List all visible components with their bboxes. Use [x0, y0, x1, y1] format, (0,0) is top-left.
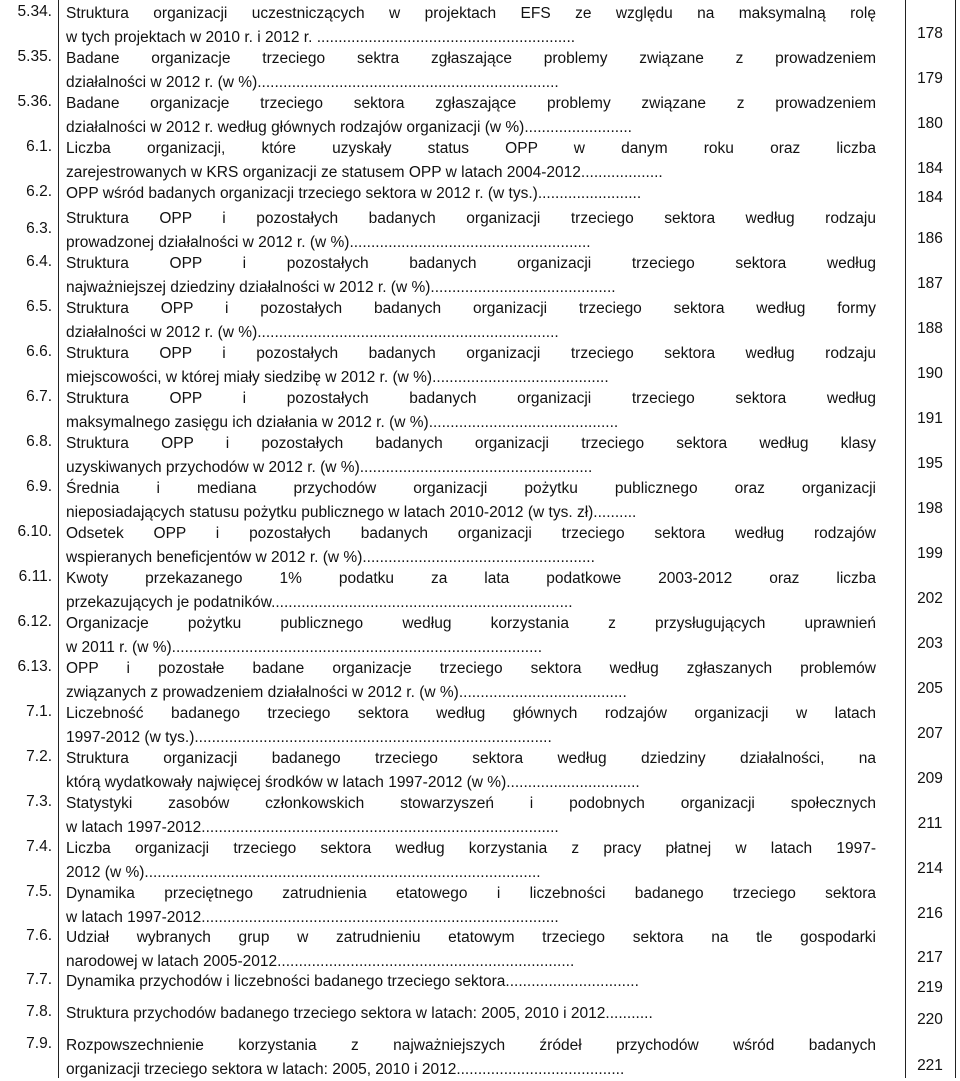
entry-title-line: którą wydatkowały najwięcej środków w latach 1997-2012 (w %)............................... — [66, 771, 876, 795]
entry-title-line: w 2011 r. (w %)...................................................................................... — [66, 636, 876, 660]
entry-page-number: 205 — [906, 679, 954, 699]
entry-page-number: 220 — [906, 1010, 954, 1030]
entry-title — [66, 342, 876, 389]
entry-title-line: Struktura organizacji badanego trzeciego sektora według dziedziny działalności, na — [66, 747, 876, 771]
entry-title-line: działalności w 2012 r. według głównych rodzajów organizacji (w %)......................... — [66, 116, 876, 140]
entry-page-number: 179 — [906, 69, 954, 89]
entry-number: 5.36. — [0, 92, 52, 112]
entry-title-line: narodowej w latach 2005-2012..................................................................... — [66, 950, 876, 974]
entry-title-line: uzyskiwanych przychodów w 2012 r. (w %)...................................................... — [66, 456, 876, 480]
entry-title-line: Struktura OPP i pozostałych badanych organizacji trzeciego sektora według klasy — [66, 432, 876, 456]
entry-title-line: Statystyki zasobów członkowskich stowarzyszeń i podobnych organizacji społecznych — [66, 792, 876, 816]
entry-title — [66, 1034, 876, 1081]
entry-number: 6.8. — [0, 432, 52, 452]
entry-title — [66, 1002, 876, 1026]
entry-number: 7.3. — [0, 792, 52, 812]
entry-title — [66, 657, 876, 704]
entry-page-number: 199 — [906, 544, 954, 564]
entry-title — [66, 297, 876, 344]
entry-number: 6.6. — [0, 342, 52, 362]
entry-title-line: organizacji trzeciego sektora w latach: 2005, 2010 i 2012....................................... — [66, 1058, 876, 1081]
entry-title-line: w latach 1997-2012................................................................................... — [66, 906, 876, 930]
entry-title-line: Struktura OPP i pozostałych badanych organizacji trzeciego sektora według — [66, 387, 876, 411]
entry-title-line: Struktura OPP i pozostałych badanych organizacji trzeciego sektora według — [66, 252, 876, 276]
entry-title-line: związanych z prowadzeniem działalności w 2012 r. (w %)....................................... — [66, 681, 876, 705]
entry-number: 5.35. — [0, 47, 52, 67]
entry-title-line: prowadzonej działalności w 2012 r. (w %)........................................................ — [66, 231, 876, 255]
entry-title-line: Struktura OPP i pozostałych badanych organizacji trzeciego sektora według rodzaju — [66, 342, 876, 366]
entry-number: 7.9. — [0, 1034, 52, 1054]
entry-number: 7.8. — [0, 1002, 52, 1022]
entry-number: 7.6. — [0, 926, 52, 946]
entry-number: 6.1. — [0, 137, 52, 157]
entry-page-number: 202 — [906, 589, 954, 609]
entry-number: 7.1. — [0, 702, 52, 722]
entry-page-number: 216 — [906, 904, 954, 924]
entry-title — [66, 182, 876, 206]
entry-title — [66, 970, 876, 994]
entry-title-line: 2012 (w %)............................................................................................ — [66, 861, 876, 885]
entry-page-number: 186 — [906, 229, 954, 249]
entry-number: 7.7. — [0, 970, 52, 990]
entry-title — [66, 837, 876, 884]
entry-number: 6.5. — [0, 297, 52, 317]
entry-page-number: 198 — [906, 499, 954, 519]
entry-title — [66, 747, 876, 794]
entry-title-line: Rozpowszechnienie korzystania z najważniejszych źródeł przychodów wśród badanych — [66, 1034, 876, 1058]
entry-title-line: najważniejszej dziedziny działalności w 2012 r. (w %)........................................... — [66, 276, 876, 300]
entry-number: 6.3. — [0, 219, 52, 239]
entry-number: 6.13. — [0, 657, 52, 677]
entry-title-line: Struktura OPP i pozostałych badanych organizacji trzeciego sektora według rodzaju — [66, 207, 876, 231]
entry-title-line: miejscowości, w której miały siedzibę w 2012 r. (w %)......................................... — [66, 366, 876, 390]
entry-title-line: przekazujących je podatników...................................................................... — [66, 591, 876, 615]
entry-title-line: Dynamika przychodów i liczebności badanego trzeciego sektora............................... — [66, 970, 876, 994]
entry-number: 7.4. — [0, 837, 52, 857]
entry-title — [66, 702, 876, 749]
entry-title-line: zarejestrowanych w KRS organizacji ze statusem OPP w latach 2004-2012................... — [66, 161, 876, 185]
column-rule-left — [58, 0, 59, 1078]
entry-page-number: 203 — [906, 634, 954, 654]
entry-title-line: Struktura organizacji uczestniczących w projektach EFS ze względu na maksymalną rolę — [66, 2, 876, 26]
entry-title-line: 1997-2012 (w tys.)................................................................................... — [66, 726, 876, 750]
entry-title — [66, 432, 876, 479]
entry-title-line: Liczba organizacji, które uzyskały status OPP w danym roku oraz liczba — [66, 137, 876, 161]
entry-title-line: maksymalnego zasięgu ich działania w 2012 r. (w %)............................................ — [66, 411, 876, 435]
entry-title-line: Odsetek OPP i pozostałych badanych organizacji trzeciego sektora według rodzajów — [66, 522, 876, 546]
entry-number: 5.34. — [0, 2, 52, 22]
entry-title-line: Liczebność badanego trzeciego sektora według głównych rodzajów organizacji w latach — [66, 702, 876, 726]
entry-page-number: 217 — [906, 948, 954, 968]
entry-title — [66, 252, 876, 299]
entry-title — [66, 522, 876, 569]
entry-title — [66, 207, 876, 254]
column-rule-edge — [955, 0, 956, 1078]
entry-page-number: 207 — [906, 724, 954, 744]
entry-title-line: Organizacje pożytku publicznego według korzystania z przysługujących uprawnień — [66, 612, 876, 636]
entry-title — [66, 137, 876, 184]
entry-number: 6.4. — [0, 252, 52, 272]
entry-title-line: Kwoty przekazanego 1% podatku za lata podatkowe 2003-2012 oraz liczba — [66, 567, 876, 591]
entry-page-number: 221 — [906, 1056, 954, 1076]
entry-title-line: nieposiadających statusu pożytku publicznego w latach 2010-2012 (w tys. zł).......... — [66, 501, 876, 525]
entry-page-number: 184 — [906, 188, 954, 208]
entry-title — [66, 387, 876, 434]
entry-page-number: 178 — [906, 24, 954, 44]
entry-title-line: Udział wybranych grup w zatrudnieniu etatowym trzeciego sektora na tle gospodarki — [66, 926, 876, 950]
entry-page-number: 190 — [906, 364, 954, 384]
entry-title — [66, 882, 876, 929]
entry-title — [66, 2, 876, 49]
entry-page-number: 219 — [906, 978, 954, 998]
entry-page-number: 184 — [906, 159, 954, 179]
entry-number: 6.12. — [0, 612, 52, 632]
entry-title — [66, 92, 876, 139]
entry-title — [66, 567, 876, 614]
entry-title-line: Struktura OPP i pozostałych badanych organizacji trzeciego sektora według formy — [66, 297, 876, 321]
entry-page-number: 180 — [906, 114, 954, 134]
entry-page-number: 187 — [906, 274, 954, 294]
entry-title-line: w tych projektach w 2010 r. i 2012 r. ............................................................ — [66, 26, 876, 50]
entry-title-line: wspieranych beneficjentów w 2012 r. (w %)...................................................... — [66, 546, 876, 570]
entry-number: 6.10. — [0, 522, 52, 542]
entry-number: 6.2. — [0, 182, 52, 202]
entry-page-number: 209 — [906, 769, 954, 789]
entry-title — [66, 612, 876, 659]
entry-title-line: OPP wśród badanych organizacji trzeciego sektora w 2012 r. (w tys.)........................ — [66, 182, 876, 206]
entry-number: 6.11. — [0, 567, 52, 587]
entry-title-line: Badane organizacje trzeciego sektora zgłaszające problemy związane z prowadzeniem — [66, 92, 876, 116]
entry-title-line: OPP i pozostałe badane organizacje trzeciego sektora według zgłaszanych problemów — [66, 657, 876, 681]
entry-title-line: działalności w 2012 r. (w %)...................................................................... — [66, 321, 876, 345]
entry-page-number: 191 — [906, 409, 954, 429]
entry-page-number: 211 — [906, 814, 954, 834]
entry-title-line: Struktura przychodów badanego trzeciego sektora w latach: 2005, 2010 i 2012........... — [66, 1002, 876, 1026]
entry-page-number: 188 — [906, 319, 954, 339]
entry-title-line: działalności w 2012 r. (w %)...................................................................... — [66, 71, 876, 95]
entry-title — [66, 926, 876, 973]
entry-title-line: Liczba organizacji trzeciego sektora według korzystania z pracy płatnej w latach 1997- — [66, 837, 876, 861]
entry-title-line: Dynamika przeciętnego zatrudnienia etatowego i liczebności badanego trzeciego sektora — [66, 882, 876, 906]
entry-title-line: w latach 1997-2012................................................................................... — [66, 816, 876, 840]
entry-title — [66, 477, 876, 524]
entry-title — [66, 47, 876, 94]
entry-number: 6.9. — [0, 477, 52, 497]
entry-number: 7.2. — [0, 747, 52, 767]
entry-number: 6.7. — [0, 387, 52, 407]
entry-title-line: Badane organizacje trzeciego sektra zgłaszające problemy związane z prowadzeniem — [66, 47, 876, 71]
entry-page-number: 195 — [906, 454, 954, 474]
entry-title-line: Średnia i mediana przychodów organizacji pożytku publicznego oraz organizacji — [66, 477, 876, 501]
entry-number: 7.5. — [0, 882, 52, 902]
entry-page-number: 214 — [906, 859, 954, 879]
entry-title — [66, 792, 876, 839]
